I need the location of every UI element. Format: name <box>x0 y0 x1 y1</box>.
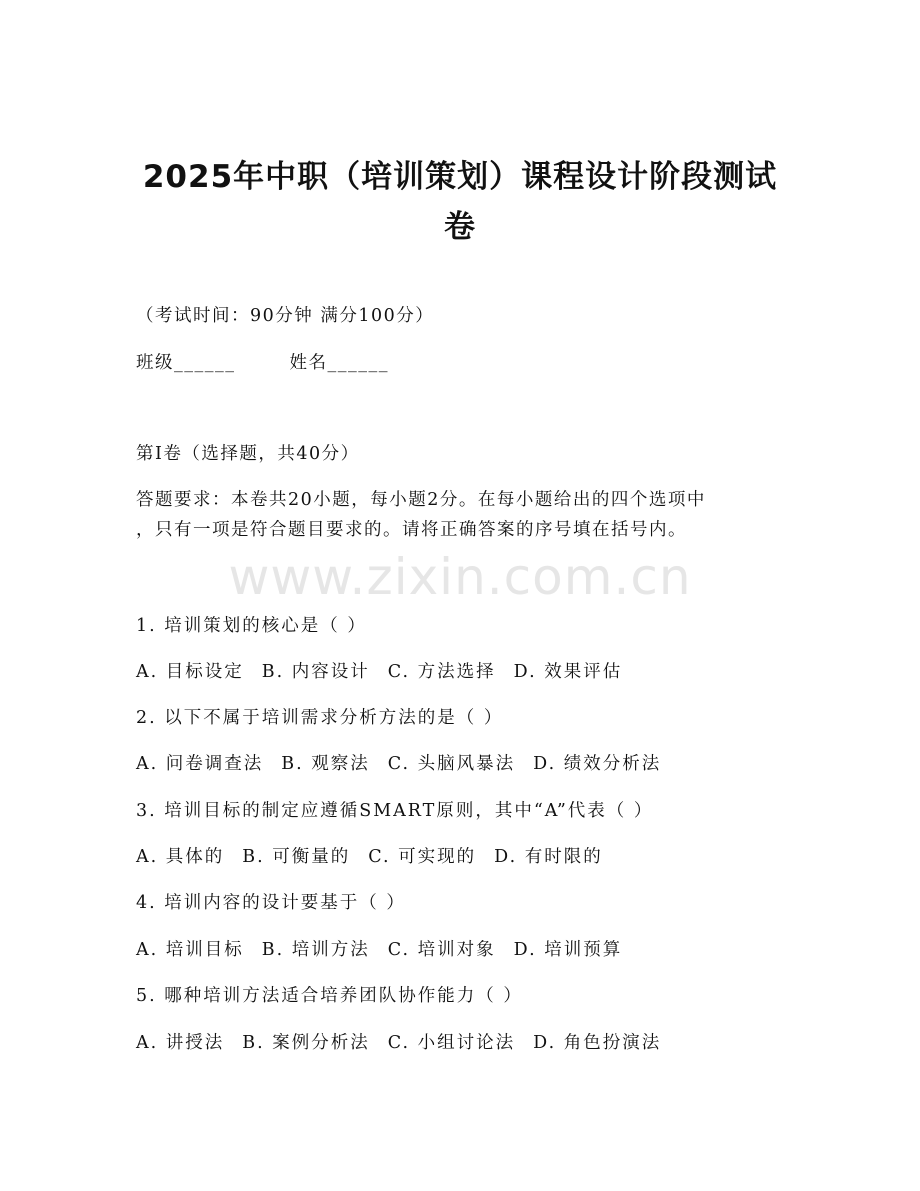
question-options <box>136 750 679 775</box>
option-a: A. 讲授法 <box>136 1033 225 1053</box>
option-b: B. 内容设计 <box>261 662 370 682</box>
name-field-label: 姓名______ <box>289 353 389 373</box>
option-d: D. 培训预算 <box>513 940 623 960</box>
section-title: 第I卷（选择题，共40分） <box>136 444 360 464</box>
question-stem: 1. 培训策划的核心是（ ） <box>136 616 367 636</box>
exam-title <box>120 152 800 252</box>
question-stem: 4. 培训内容的设计要基于（ ） <box>136 893 406 913</box>
option-b: B. 案例分析法 <box>242 1033 370 1053</box>
option-a: A. 问卷调查法 <box>136 754 264 774</box>
question-stem: 2. 以下不属于培训需求分析方法的是（ ） <box>136 708 504 728</box>
exam-title-line-1: 2025年中职（培训策划）课程设计阶段测试 <box>142 159 778 195</box>
option-c: C. 小组讨论法 <box>387 1033 516 1053</box>
instructions-line-1: 答题要求：本卷共20小题，每小题2分。在每小题给出的四个选项中 <box>136 490 706 510</box>
question-options <box>136 658 640 683</box>
option-a: A. 目标设定 <box>136 662 244 682</box>
option-c: C. 方法选择 <box>387 662 496 682</box>
question-options <box>136 1029 679 1054</box>
option-d: D. 绩效分析法 <box>533 754 662 774</box>
option-d: D. 有时限的 <box>494 847 603 867</box>
question-options <box>136 936 640 961</box>
watermark: www.zixin.com.cn <box>228 548 692 606</box>
option-a: A. 培训目标 <box>136 940 244 960</box>
option-b: B. 可衡量的 <box>242 847 351 867</box>
option-c: C. 头脑风暴法 <box>387 754 516 774</box>
class-field-label: 班级______ <box>136 353 236 373</box>
question-options <box>136 843 621 868</box>
option-c: C. 可实现的 <box>368 847 477 867</box>
question-stem: 3. 培训目标的制定应遵循SMART原则，其中“A”代表（ ） <box>136 801 654 821</box>
option-d: D. 效果评估 <box>513 662 623 682</box>
option-d: D. 角色扮演法 <box>533 1033 662 1053</box>
student-info <box>136 349 389 374</box>
option-b: B. 培训方法 <box>261 940 370 960</box>
option-c: C. 培训对象 <box>387 940 496 960</box>
question-stem: 5. 哪种培训方法适合培养团队协作能力（ ） <box>136 986 523 1006</box>
exam-title-line-2: 卷 <box>444 209 476 245</box>
option-b: B. 观察法 <box>281 754 370 774</box>
instructions-line-2: ，只有一项是符合题目要求的。请将正确答案的序号填在括号内。 <box>136 520 687 540</box>
option-a: A. 具体的 <box>136 847 225 867</box>
exam-meta: （考试时间：90分钟 满分100分） <box>136 306 435 326</box>
